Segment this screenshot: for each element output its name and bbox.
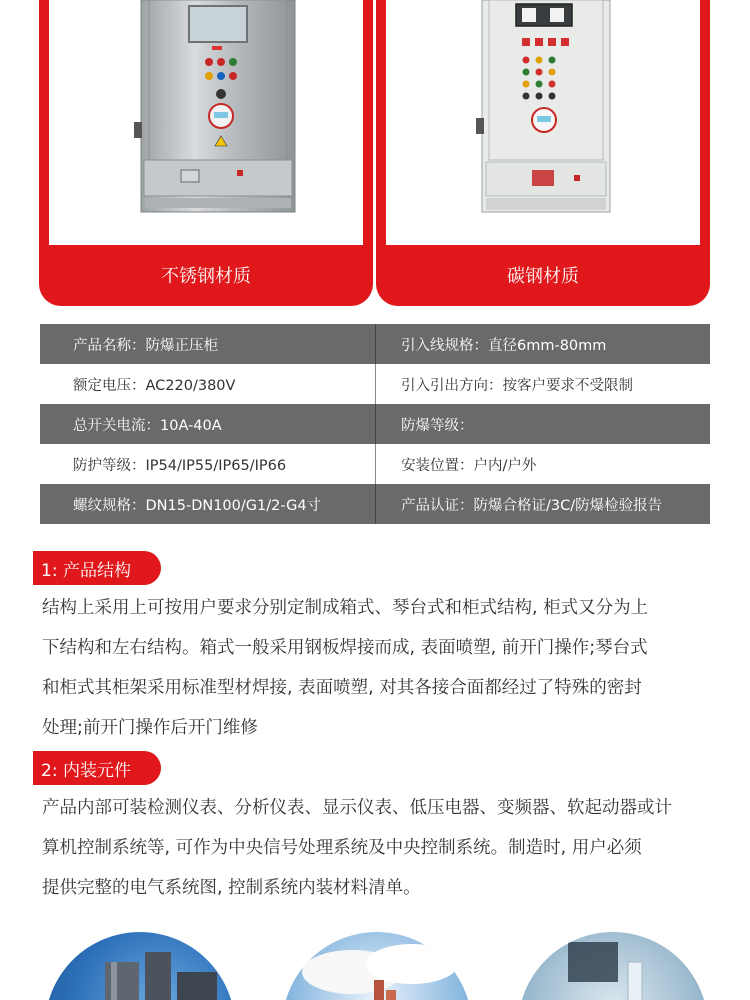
table-row <box>40 444 710 484</box>
section-body-components <box>42 788 722 908</box>
spec-cell-right: 防爆等级： <box>375 404 710 444</box>
spec-cell-right: 引入线规格：直径6mm-80mm <box>375 324 710 364</box>
card-caption-carbon: 碳钢材质 <box>507 266 579 287</box>
carbon-cabinet-image <box>386 0 700 245</box>
table-row <box>40 404 710 444</box>
table-row <box>40 364 710 404</box>
spec-cell-right: 安装位置：户内/户外 <box>375 444 710 484</box>
paragraph-line: 处理;前开门操作后开门维修 <box>42 718 258 738</box>
factory-chimney-image <box>282 932 472 1000</box>
spec-cell-left: 螺纹规格：DN15-DN100/G1/2-G4寸 <box>73 497 322 514</box>
spec-cell-right: 引入引出方向：按客户要求不受限制 <box>375 364 710 404</box>
product-card-carbon <box>376 0 710 306</box>
laboratory-image <box>518 932 708 1000</box>
section-body-structure <box>42 588 722 748</box>
paragraph-line: 提供完整的电气系统图, 控制系统内装材料清单。 <box>42 878 421 898</box>
section-heading-components: 2: 内装元件 <box>33 751 161 785</box>
stainless-cabinet-image <box>49 0 363 245</box>
paragraph-line: 算机控制系统等, 可作为中央信号处理系统及中央控制系统。制造时, 用户必须 <box>42 838 642 858</box>
paragraph-line: 结构上采用上可按用户要求分别定制成箱式、琴台式和柜式结构, 柜式又分为上 <box>42 598 649 618</box>
spec-cell-right: 产品认证：防爆合格证/3C/防爆检验报告 <box>375 484 710 524</box>
paragraph-line: 产品内部可装检测仪表、分析仪表、显示仪表、低压电器、变频器、软起动器或计 <box>42 798 672 818</box>
table-row <box>40 324 710 364</box>
card-caption-stainless: 不锈钢材质 <box>161 266 251 287</box>
spec-cell-left: 总开关电流：10A-40A <box>73 417 222 434</box>
table-row <box>40 484 710 524</box>
section-heading-structure: 1: 产品结构 <box>33 551 161 585</box>
industrial-tower-image <box>45 932 235 1000</box>
spec-cell-left: 防护等级：IP54/IP55/IP65/IP66 <box>73 457 287 474</box>
spec-cell-left: 额定电压：AC220/380V <box>73 377 236 394</box>
paragraph-line: 下结构和左右结构。箱式一般采用钢板焊接而成, 表面喷塑, 前开门操作;琴台式 <box>42 638 648 658</box>
spec-cell-left: 产品名称：防爆正压柜 <box>73 337 218 354</box>
paragraph-line: 和柜式其柜架采用标准型材焊接, 表面喷塑, 对其各接合面都经过了特殊的密封 <box>42 678 642 698</box>
product-card-stainless <box>39 0 373 306</box>
spec-table <box>40 324 710 524</box>
